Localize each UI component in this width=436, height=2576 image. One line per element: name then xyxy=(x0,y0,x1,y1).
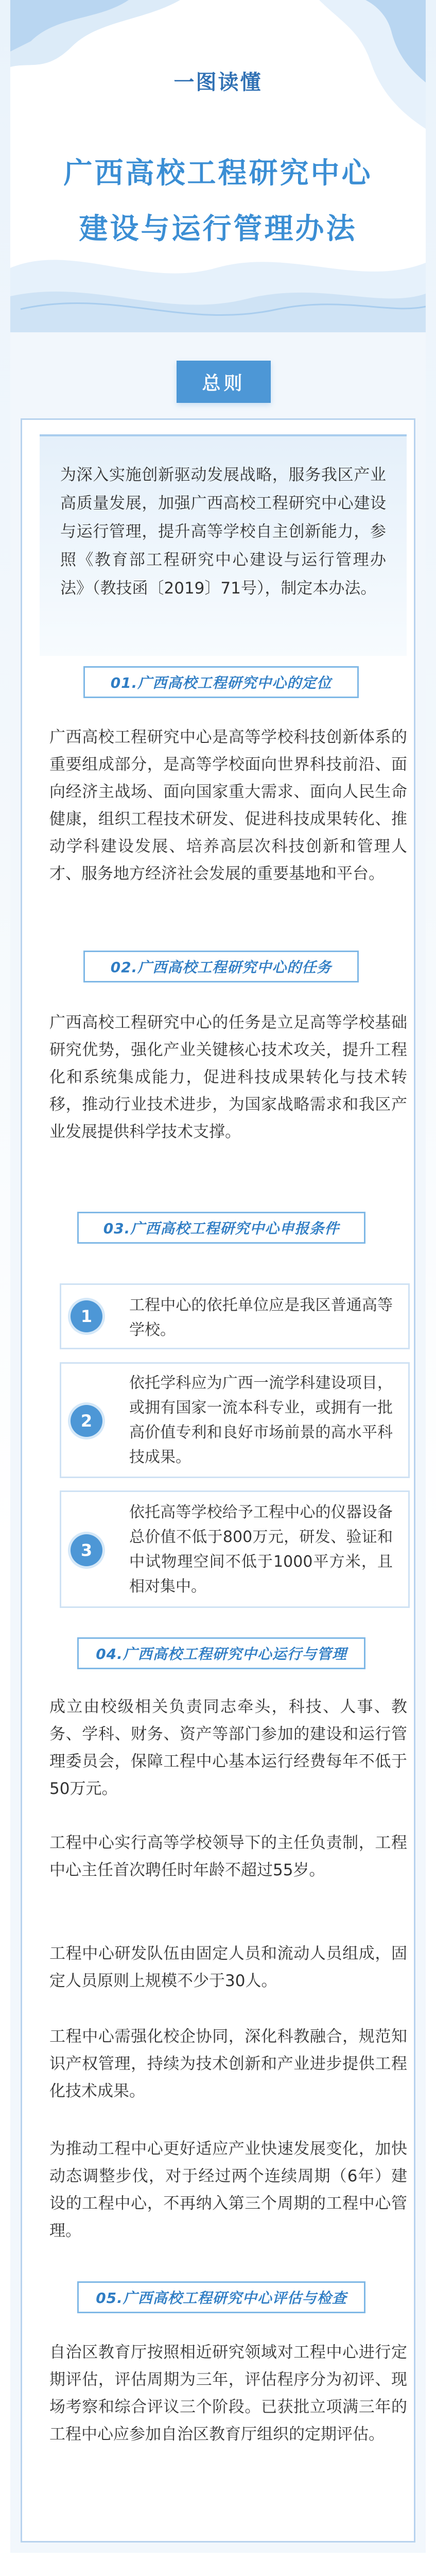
header-kicker: 一图读懂 xyxy=(173,71,263,94)
section-title-conditions: 03.广西高校工程研究中心申报条件 xyxy=(77,1212,365,1244)
section-title-operation: 04.广西高校工程研究中心运行与管理 xyxy=(77,1637,365,1669)
section-title-positioning: 01.广西高校工程研究中心的定位 xyxy=(83,666,359,698)
operation-paragraph: 成立由校级相关负责同志牵头，科技、人事、教务、学科、财务、资产等部门参加的建设和运行管理委员会，保障工程中心基本运行经费每年不低于50万元。 xyxy=(49,1698,407,1798)
section-title-evaluation: 05.广西高校工程研究中心评估与检查 xyxy=(77,2281,365,2313)
condition-item xyxy=(60,1283,410,1349)
general-chip: 总则 xyxy=(177,361,271,403)
section-body-tasks: 广西高校工程研究中心的任务是立足高等学校基础研究优势，强化产业关键核心技术攻关，提升工程化和系统集成能力，促进科技成果转化与技术转移，推动行业技术进步，为国家战略需求和我区产业发展提供科学技术支撑。 xyxy=(49,1013,407,1141)
section-body-positioning: 广西高校工程研究中心是高等学校科技创新体系的重要组成部分，是高等学校面向世界科技前沿、面向经济主战场、面向国家重大需求、面向人民生命健康，组织工程技术研发、促进科技成果转化、推动学科建设发展、培养高层次科技创新和管理人才、服务地方经济社会发展的重要基地和平台。 xyxy=(49,728,407,883)
condition-text: 依托高等学校给予工程中心的仪器设备总价值不低于800万元，研发、验证和中试物理空间不低于1000平方米，且相对集中。 xyxy=(129,1503,393,1596)
condition-number: 2 xyxy=(71,1405,102,1437)
header-banner xyxy=(10,0,426,332)
main-content xyxy=(10,332,426,2553)
condition-text: 工程中心的依托单位应是我区普通高等学校。 xyxy=(129,1296,393,1339)
section-title-tasks: 02.广西高校工程研究中心的任务 xyxy=(83,951,359,982)
page-title-line1: 广西高校工程研究中心 xyxy=(63,157,373,190)
condition-number: 1 xyxy=(71,1300,102,1332)
condition-number: 3 xyxy=(71,1534,102,1566)
intro-box: 为深入实施创新驱动发展战略，服务我区产业高质量发展，加强广西高校工程研究中心建设与运行管理，提升高等学校自主创新能力，参照《教育部工程研究中心建设与运行管理办法》（教技函〔2019〕71号），制定本办法。 xyxy=(40,434,407,656)
section-body-evaluation: 自治区教育厅按照相近研究领域对工程中心进行定期评估，评估周期为三年，评估程序分为初评、现场考察和综合评议三个阶段。已获批立项满三年的工程中心应参加自治区教育厅组织的定期评估。 xyxy=(49,2343,407,2444)
condition-text: 依托学科应为广西一流学科建设项目，或拥有国家一流本科专业，或拥有一批高价值专利和良好市场前景的高水平科技成果。 xyxy=(129,1374,393,1466)
operation-paragraph: 为推动工程中心更好适应产业快速发展变化，加快动态调整步伐，对于经过两个连续周期（6年）建设的工程中心，不再纳入第三个周期的工程中心管理。 xyxy=(49,2140,407,2240)
operation-paragraph: 工程中心需强化校企协同，深化科教融合，规范知识产权管理，持续为技术创新和产业进步提供工程化技术成果。 xyxy=(49,2027,407,2100)
operation-paragraph: 工程中心实行高等学校领导下的主任负责制，工程中心主任首次聘任时年龄不超过55岁。 xyxy=(49,1834,407,1879)
page-title-line2: 建设与运行管理办法 xyxy=(79,212,357,246)
operation-paragraph: 工程中心研发队伍由固定人员和流动人员组成，固定人员原则上规模不少于30人。 xyxy=(49,1944,407,1990)
condition-item xyxy=(60,1362,410,1478)
condition-item xyxy=(60,1490,410,1608)
